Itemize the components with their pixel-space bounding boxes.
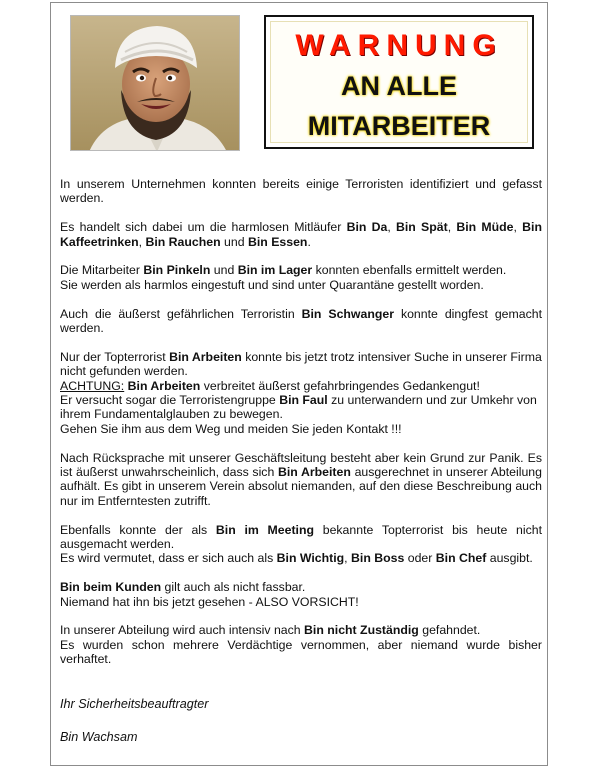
paragraph-1 — [60, 177, 542, 206]
p7-text-2: bekannte Topterrorist bis heute nicht ausgemacht werden. — [60, 522, 542, 552]
p2-text-7: . — [307, 234, 311, 249]
p5-text-1: Nur der Topterrorist — [60, 349, 170, 364]
p9-text-1: In unserer Abteilung wird auch intensiv nach — [60, 623, 305, 638]
p2-bold-2: Bin Spät — [396, 220, 448, 235]
p3-bold-1: Bin Pinkeln — [143, 263, 211, 278]
p5-text-4: verbreitet äußerst gefahrbringendes Gedankengut! — [200, 378, 480, 393]
p7-text-1: Ebenfalls konnte der als — [60, 522, 216, 537]
p2-text-4: , — [513, 220, 523, 235]
paragraph-6 — [60, 451, 542, 509]
paragraph-4 — [60, 307, 542, 336]
paragraph-7 — [60, 523, 542, 566]
p7-text-4: , — [344, 551, 352, 566]
signature-title: Ihr Sicherheitsbeauftragter — [60, 697, 209, 711]
p3-text-3: konnten ebenfalls ermittelt werden. — [312, 263, 507, 278]
p5-bold-3: Bin Faul — [279, 393, 328, 408]
p7-text-6: ausgibt. — [486, 551, 533, 566]
p2-text-1: Es handelt sich dabei um die harmlosen Mitläufer — [60, 220, 347, 235]
p7-bold-4: Bin Chef — [435, 551, 487, 566]
p2-bold-4: Bin Kaffeetrinken — [60, 220, 542, 249]
p8-text-1: gilt auch als nicht fassbar. — [161, 580, 306, 595]
p7-bold-2: Bin Wichtig — [276, 551, 345, 566]
p6-bold-1: Bin Arbeiten — [277, 465, 351, 480]
paragraph-5 — [60, 350, 542, 436]
warning-sign — [264, 15, 534, 149]
p2-text-6: und — [220, 234, 248, 249]
p2-bold-1: Bin Da — [346, 220, 388, 235]
sign-warning-text: WARNUNG — [295, 29, 503, 62]
p3-bold-2: Bin im Lager — [237, 263, 313, 278]
paragraph-8 — [60, 580, 542, 609]
p5-text-7: Gehen Sie ihm aus dem Weg und meiden Sie jeden Kontakt !!! — [60, 421, 402, 436]
p5-text-6: zu unterwandern und zur Umkehr von ihrem Fundamentalglauben zu bewegen. — [60, 393, 537, 422]
p5-text-2: konnte bis jetzt trotz intensiver Suche in unserer Firma nicht gefunden werden. — [60, 349, 542, 379]
p2-text-5: , — [138, 234, 146, 249]
p9-text-2: gefahndet. — [418, 623, 481, 638]
p5-achtung: ACHTUNG: — [60, 378, 125, 393]
p5-bold-2: Bin Arbeiten — [127, 378, 201, 393]
paragraph-9 — [60, 623, 542, 666]
p4-text-1: Auch die äußerst gefährlichen Terroristin — [60, 306, 302, 321]
p2-bold-6: Bin Essen — [247, 234, 308, 249]
letter-body — [60, 177, 542, 681]
p7-line-1 — [60, 523, 542, 552]
p2-bold-5: Bin Rauchen — [145, 234, 221, 249]
p2-text-2: , — [387, 220, 396, 235]
p8-bold-1: Bin beim Kunden — [60, 580, 162, 595]
signature-name: Bin Wachsam — [60, 730, 138, 744]
paragraph-2 — [60, 220, 542, 249]
portrait-photo — [70, 15, 240, 151]
p5-text-5: Er versucht sogar die Terroristengruppe — [60, 393, 280, 408]
p6-text-1: Nach Rücksprache mit unserer Geschäftsleitung besteht aber kein Grund zur Panik. Es ist äußerst unwahrscheinlich, dass sich — [60, 450, 542, 480]
p3-text-2: und — [210, 263, 238, 278]
p6-text-2: ausgerechnet in unserer Abteilung aufhält. Es gibt in unserem Verein absolut niemanden, auf den diese Beschreibung auch nur im Entferntesten zutrifft. — [60, 465, 542, 508]
portrait-image — [71, 16, 240, 151]
p2-bold-3: Bin Müde — [456, 220, 514, 235]
p9-bold-1: Bin nicht Zuständig — [304, 623, 419, 638]
p4-text-2: konnte dingfest gemacht werden. — [60, 306, 542, 336]
p1-text: In unserem Unternehmen konnten bereits einige Terroristen identifiziert und gefasst werden. — [60, 177, 542, 206]
document-page — [50, 2, 548, 766]
p3-text-4: Sie werden als harmlos eingestuft und sind unter Quarantäne gestellt worden. — [60, 277, 484, 292]
p7-text-3: Es wird vermutet, dass er sich auch als — [60, 551, 277, 566]
p8-text-2: Niemand hat ihn bis jetzt gesehen - ALSO VORSICHT! — [60, 594, 359, 609]
paragraph-3 — [60, 263, 542, 292]
p7-bold-3: Bin Boss — [351, 551, 405, 566]
p4-bold-1: Bin Schwanger — [301, 306, 394, 321]
p5-bold-1: Bin Arbeiten — [169, 349, 242, 364]
p9-text-3: Es wurden schon mehrere Verdächtige vernommen, aber niemand wurde bisher verhaftet. — [60, 637, 542, 667]
sign-line-2: AN ALLE — [341, 71, 457, 101]
p7-text-5: oder — [404, 551, 436, 566]
p2-text-3: , — [447, 220, 457, 235]
p3-text-1: Die Mitarbeiter — [60, 263, 144, 278]
sign-line-3: MITARBEITER — [307, 111, 491, 141]
p7-bold-1: Bin im Meeting — [215, 522, 314, 537]
